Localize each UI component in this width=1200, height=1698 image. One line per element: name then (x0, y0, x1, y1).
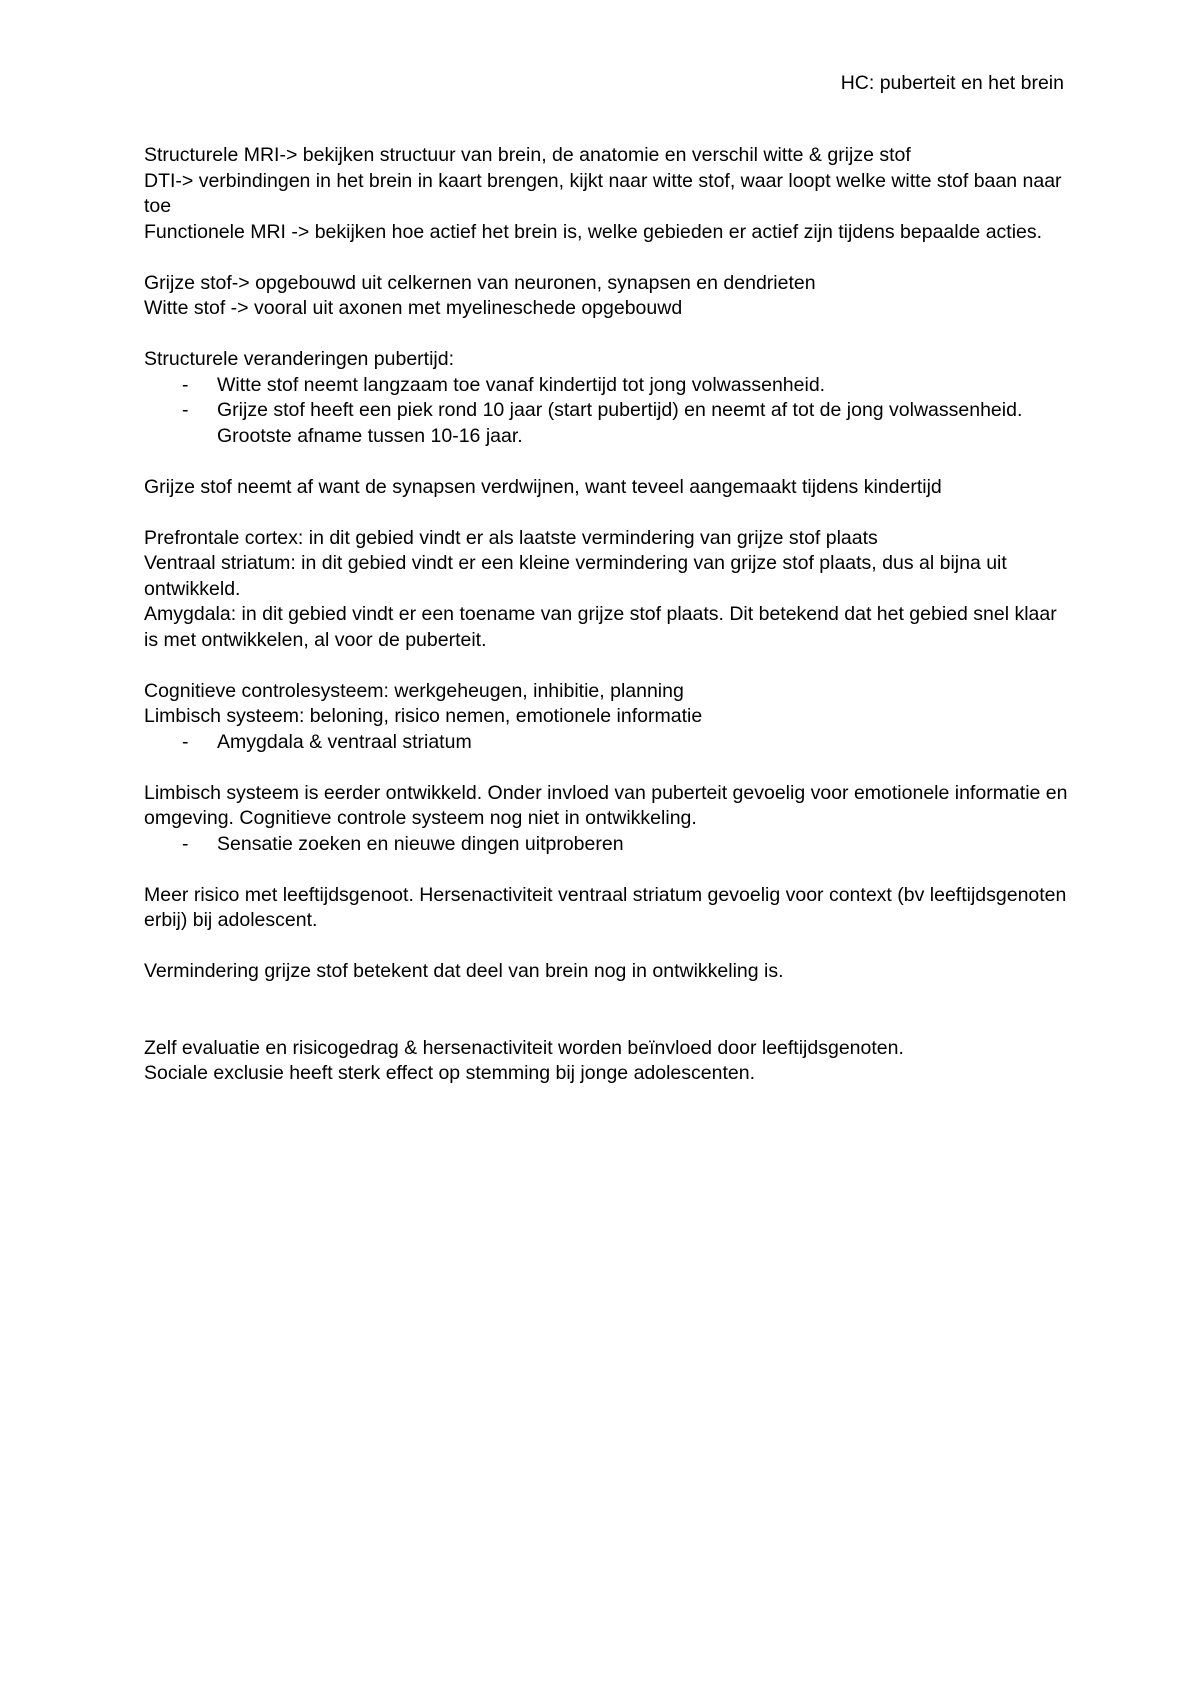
text-line: Limbisch systeem: beloning, risico nemen, emotionele informatie (144, 705, 703, 727)
text-line: Grijze stof neemt af want de synapsen verdwijnen, want teveel aangemaakt tijdens kindertijd (144, 475, 942, 498)
list-item (144, 832, 1069, 858)
list-item (144, 373, 1069, 399)
text-line: Zelf evaluatie en risicogedrag & hersenactiviteit worden beïnvloed door leeftijdsgenoten. (144, 1036, 904, 1059)
paragraph-mri-methods (144, 143, 1069, 245)
spacer (144, 755, 1069, 781)
paragraph-synapses (144, 475, 1069, 501)
spacer (144, 322, 1069, 348)
bullet-list (144, 730, 1069, 756)
text-line: Vermindering grijze stof betekent dat deel van brein nog in ontwikkeling is. (144, 960, 784, 982)
bullet-marker: - (182, 832, 189, 855)
bullet-list (144, 373, 1069, 450)
spacer (144, 985, 1069, 1036)
text-line: Structurele MRI-> bekijken structuur van brein, de anatomie en verschil witte & grijze stof (144, 144, 911, 166)
list-item-text: Grijze stof heeft een piek rond 10 jaar (start pubertijd) en neemt af tot de jong volwassenheid. Grootste afname tussen 10-16 jaar. (217, 399, 1023, 447)
bullet-marker: - (182, 730, 189, 753)
bullet-list (144, 832, 1069, 858)
text-line: Witte stof -> vooral uit axonen met myelineschede opgebouwd (144, 297, 683, 319)
spacer (144, 500, 1069, 526)
text-line: Prefrontale cortex: in dit gebied vindt er als laatste vermindering van grijze stof plaats (144, 526, 878, 549)
text-line: Ventraal striatum: in dit gebied vindt er een kleine vermindering van grijze stof plaats, dus al bijna uit ontwikkeld. (144, 552, 1007, 600)
text-line: DTI-> verbindingen in het brein in kaart brengen, kijkt naar witte stof, waar loopt welke witte stof baan naar toe (144, 169, 1062, 217)
text-line: Limbisch systeem is eerder ontwikkeld. Onder invloed van puberteit gevoelig voor emotionele informatie en omgeving. Cognitieve controle systeem nog niet in ontwikkeling. (144, 781, 1068, 829)
spacer (144, 857, 1069, 883)
text-line: Functionele MRI -> bekijken hoe actief het brein is, welke gebieden er actief zijn tijdens bepaalde acties. (144, 220, 1043, 243)
list-item (144, 730, 1069, 756)
list-item-text: Sensatie zoeken en nieuwe dingen uitproberen (217, 832, 624, 855)
paragraph-structural-changes (144, 347, 1069, 449)
paragraph-limbic-system (144, 781, 1069, 858)
bullet-marker: - (182, 399, 189, 421)
text-line: Meer risico met leeftijdsgenoot. Hersenactiviteit ventraal striatum gevoelig voor context (bv leeftijdsgenoten erbij) bij adolescent. (144, 883, 1067, 931)
paragraph-peers-risk (144, 883, 1069, 934)
paragraph-self-evaluation (144, 1036, 1069, 1087)
text-line: Amygdala: in dit gebied vindt er een toename van grijze stof plaats. Dit betekend dat het gebied snel klaar is met ontwikkelen, al voor de puberteit. (144, 603, 1057, 651)
text-line: Structurele veranderingen pubertijd: (144, 348, 455, 370)
text-line: Grijze stof-> opgebouwd uit celkernen van neuronen, synapsen en dendrieten (144, 271, 816, 294)
text-line: Sociale exclusie heeft sterk effect op stemming bij jonge adolescenten. (144, 1062, 755, 1084)
bullet-marker: - (182, 373, 189, 396)
spacer (144, 653, 1069, 679)
paragraph-systems (144, 679, 1069, 756)
paragraph-brain-regions (144, 526, 1069, 654)
spacer (144, 245, 1069, 271)
list-item-text: Witte stof neemt langzaam toe vanaf kindertijd tot jong volwassenheid. (217, 373, 826, 396)
paragraph-grey-white-matter (144, 271, 1069, 322)
list-item (144, 398, 1069, 449)
spacer (144, 934, 1069, 960)
text-line: Cognitieve controlesysteem: werkgeheugen, inhibitie, planning (144, 679, 684, 702)
spacer (144, 449, 1069, 475)
page-header-title: HC: puberteit en het brein (840, 72, 1064, 94)
document-body (144, 143, 1069, 1087)
list-item-text: Amygdala & ventraal striatum (217, 730, 472, 753)
paragraph-grey-matter-reduction (144, 959, 1069, 985)
